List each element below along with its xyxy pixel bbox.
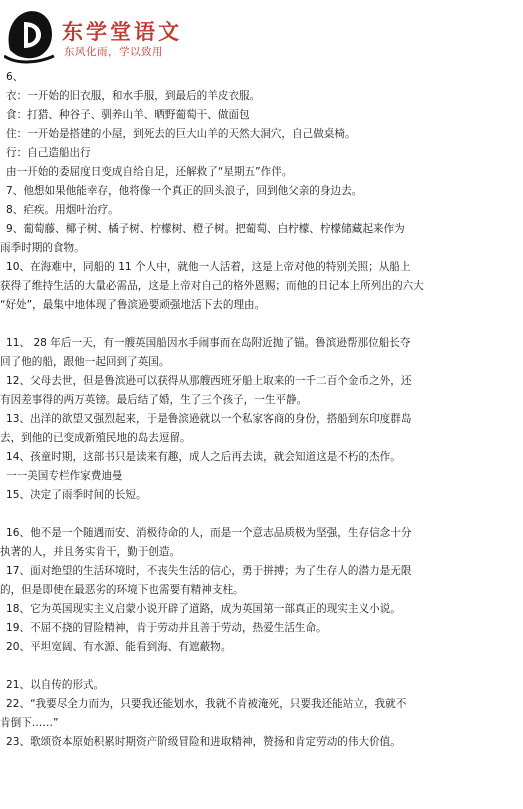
text-line: 7、他想如果他能幸存，他将像一个真正的回头浪子，回到他父亲的身边去。 [6,185,363,197]
text-line: 8、疟疾。用烟叶治疗。 [6,204,119,216]
text-line: “好处”，最集中地体现了鲁滨逊要顽强地活下去的理由。 [0,299,266,311]
site-header [0,0,523,66]
brand-title: 东学堂语文 [62,19,182,44]
text-line: 12、父母去世，但是鲁滨逊可以获得从那艘西班牙船上取来的一千二百个金币之外，还 [6,375,412,387]
text-line: 一一美国专栏作家费迪曼 [6,470,123,482]
text-line: 19、不屈不挠的冒险精神，肯于劳动并且善于劳动，热爱生活生命。 [6,622,327,634]
text-line: 10、在海难中，同船的 11 个人中，就他一人活着，这是上帝对他的特别关照；从船上 [6,261,411,273]
brand-slogan: 东风化雨，学以致用 [64,46,163,58]
text-line: 14、孩童时期，这部书只是读来有趣，成人之后再去读，就会知道这是不朽的杰作。 [6,451,401,463]
text-line: 住：一开始是搭建的小屋，到死去的巨大山羊的天然大洞穴，自己做桌椅。 [6,128,356,140]
text-line: 雨季时期的食物。 [0,242,85,254]
text-line: 18、它为英国现实主义启蒙小说开辟了道路，成为英国第一部真正的现实主义小说。 [6,603,401,615]
logo-icon [4,6,56,64]
text-line: 的，但是即使在最恶劣的环境下也需要有精神支柱。 [0,584,244,596]
blank-line [0,657,523,676]
text-line: 行：自己造船出行 [6,147,91,159]
text-line: 由一开始的委屈度日变成自给自足，还解救了“星期五”作伴。 [6,166,293,178]
text-line: 执著的人，并且务实肯干，勤于创造。 [0,546,181,558]
text-line: 11、 28 年后一天，有一艘英国船因水手闹事而在岛附近抛了锚。鲁滨逊帮那位船长夺 [6,337,411,349]
text-line: 去，到他的已变成新殖民地的岛去逗留。 [0,432,191,444]
text-line: 衣：一开始的旧衣服，和水手服，到最后的羊皮衣服。 [6,90,261,102]
text-line: 20、平坦宽阔、有水源、能看到海、有遮蔽物。 [6,641,232,653]
text-line: 17、面对绝望的生活环境时，不丧失生活的信心，勇于拼搏；为了生存人的潜力是无限 [6,565,412,577]
blank-line [0,505,523,524]
text-line: 食：打猎、种谷子、驯养山羊、晒野葡萄干、做面包 [6,109,250,121]
text-line: 22、“我要尽全力而为，只要我还能划水，我就不肯被淹死，只要我还能站立，我就不 [6,698,407,710]
text-line: 获得了维持生活的大量必需品，这是上帝对自己的格外恩赐；而他的日记本上所列出的六大 [0,280,424,292]
answer-body [0,68,523,752]
text-line: 回了他的船，跟他一起回到了英国。 [0,356,170,368]
text-line: 21、以自传的形式。 [6,679,105,691]
text-line: 16、他不是一个随遇而安、消极待命的人，而是一个意志品质极为坚强，生存信念十分 [6,527,412,539]
text-line: 肯倒下……” [0,717,59,729]
text-line: 13、出洋的欲望又强烈起来，于是鲁滨逊就以一个私家客商的身份，搭船到东印度群岛 [6,413,412,425]
text-line: 有因差事得的两万英镑。最后结了婚，生了三个孩子，一生平静。 [0,394,308,406]
text-line: 6、 [6,71,24,83]
blank-line [0,315,523,334]
text-line: 15、决定了雨季时间的长短。 [6,489,147,501]
text-line: 23、歌颂资本原始积累时期资产阶级冒险和进取精神，赞扬和肯定劳动的伟大价值。 [6,736,401,748]
text-line: 9、葡萄藤、椰子树、橘子树、柠檬树、橙子树。把葡萄、白柠檬、柠檬储藏起来作为 [6,223,405,235]
